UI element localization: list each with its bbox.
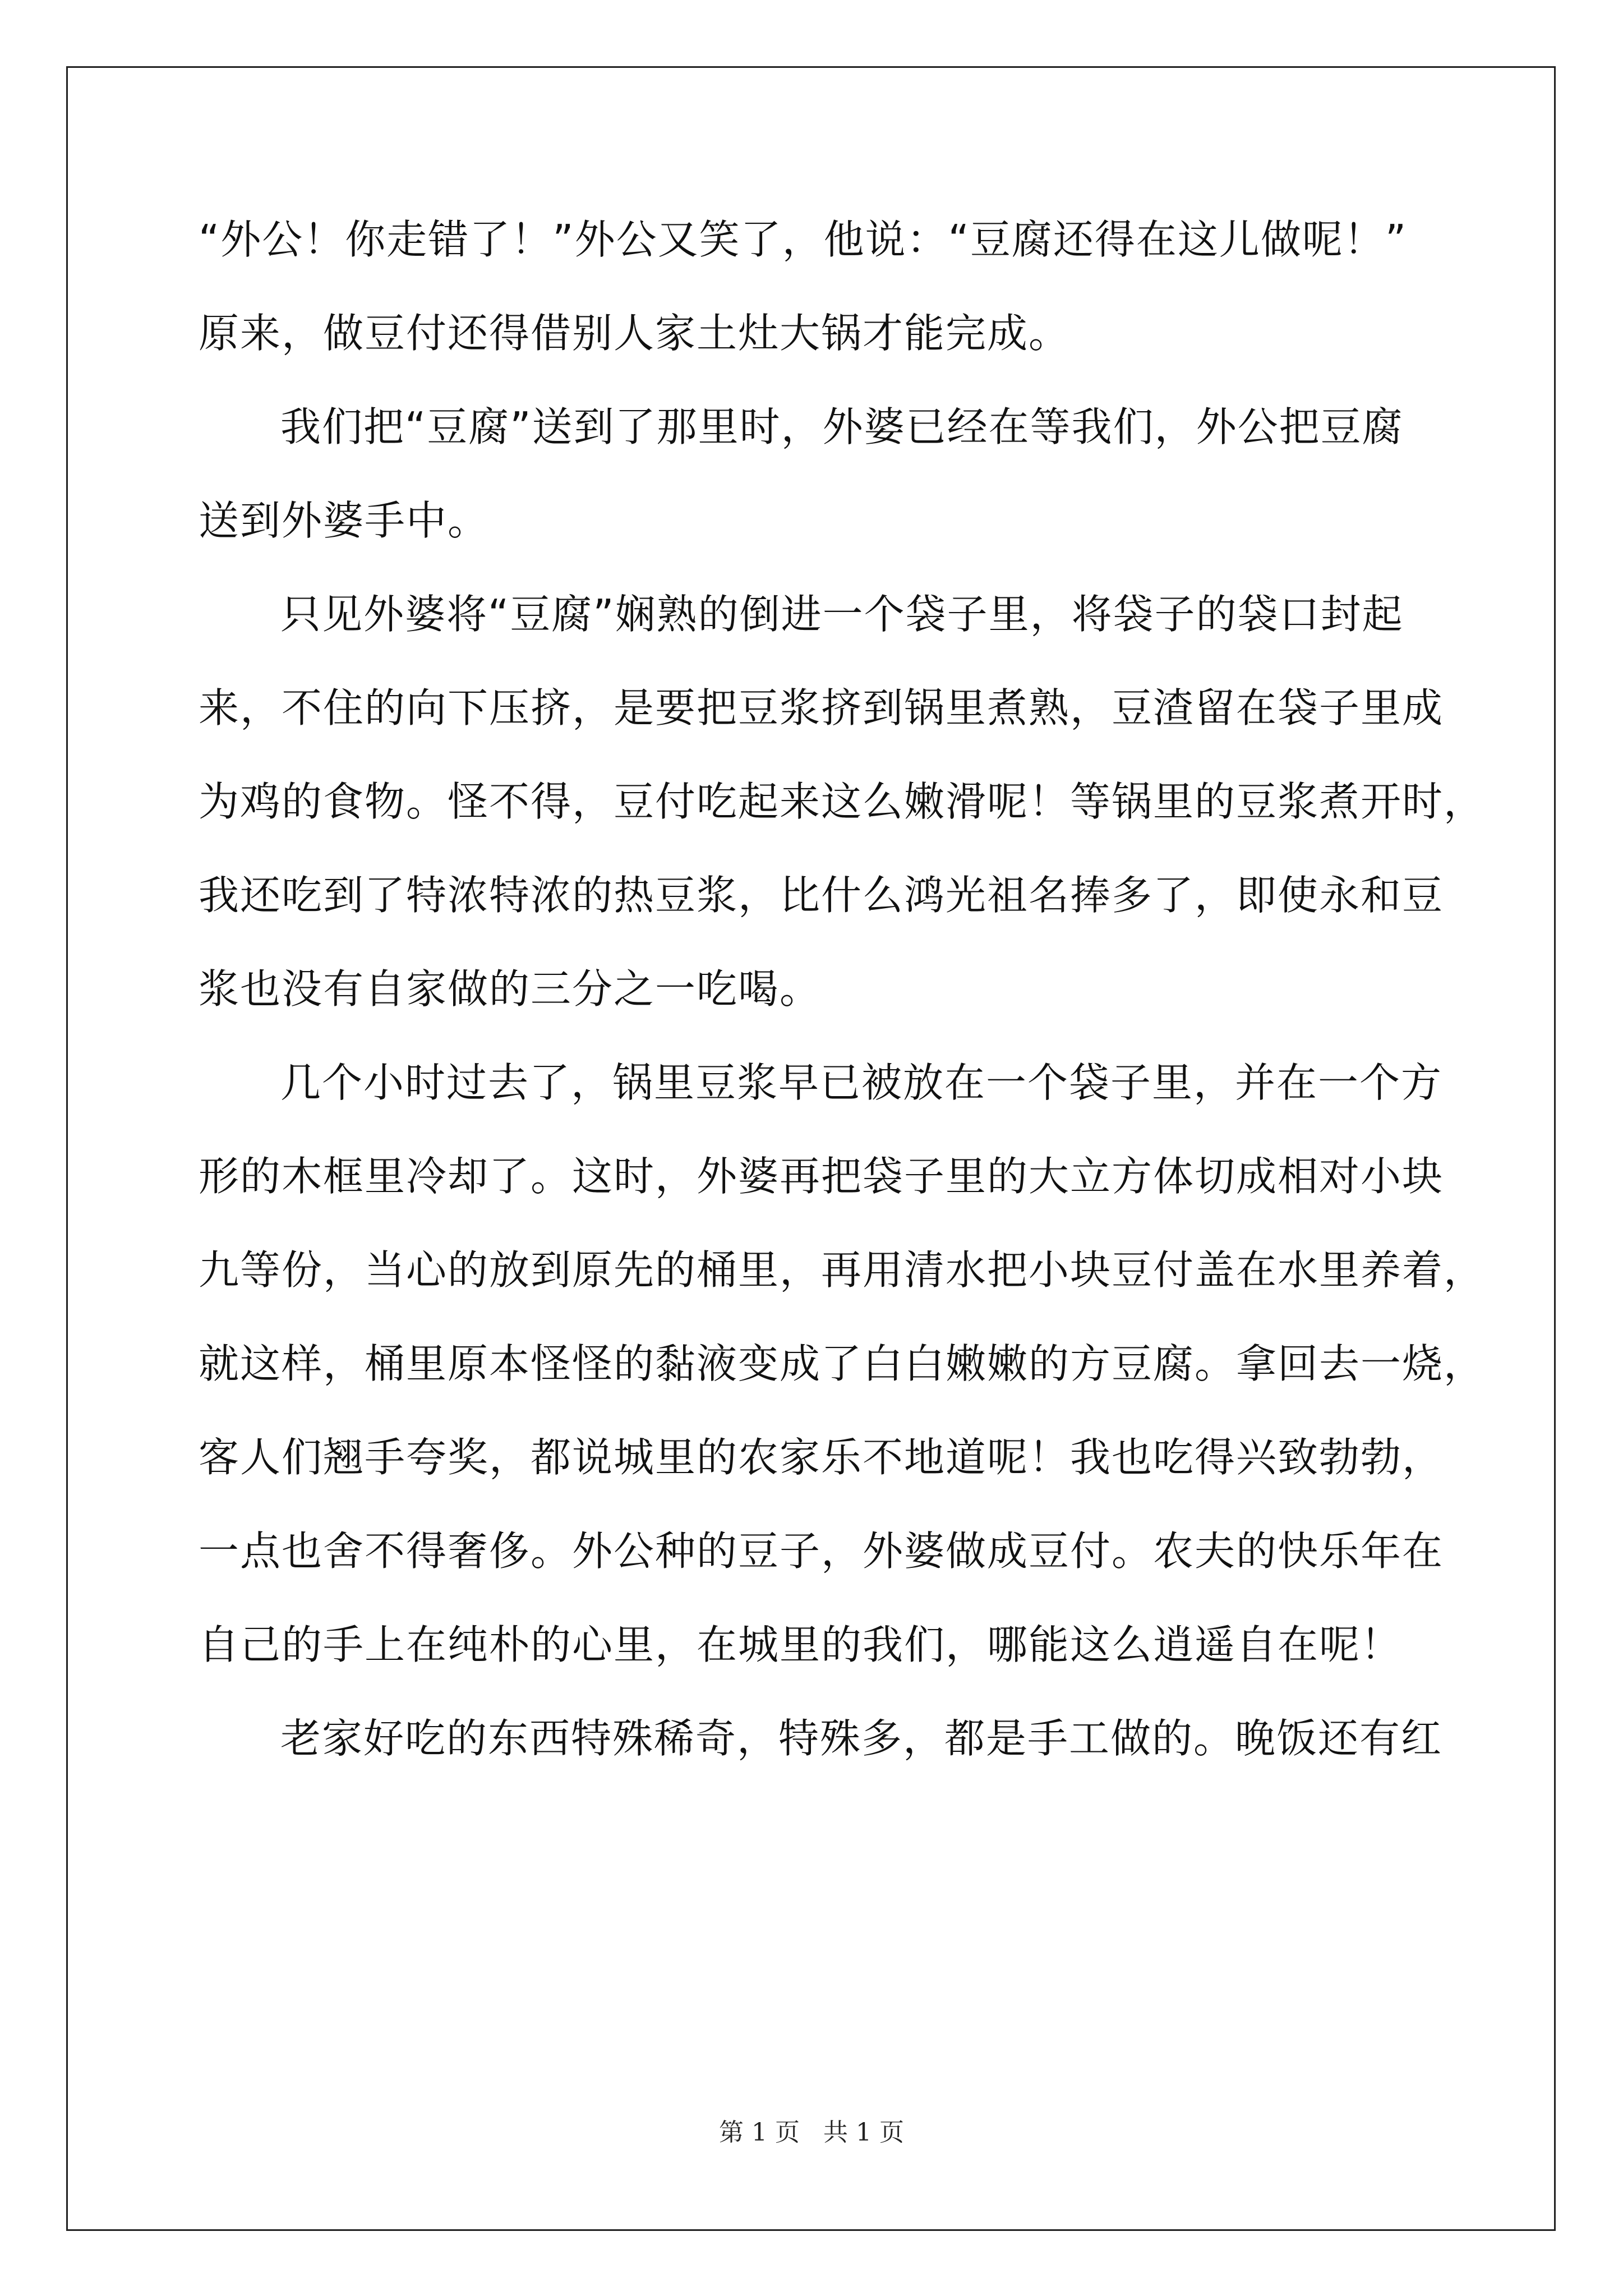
text-line: 几个小时过去了，锅里豆浆早已被放在一个袋子里，并在一个方	[280, 1059, 1443, 1106]
text-line: 我还吃到了特浓特浓的热豆浆，比什么鸿光祖名捧多了，即使永和豆	[199, 872, 1444, 919]
text-line: 原来，做豆付还得借别人家土灶大锅才能完成。	[199, 310, 1071, 357]
document-body	[199, 193, 1486, 1786]
text-line: 只见外婆将“豆腐”娴熟的倒进一个袋子里，将袋子的袋口封起	[280, 591, 1404, 638]
text-line: 就这样，桶里原本怪怪的黏液变成了白白嫩嫩的方豆腐。拿回去一烧，	[199, 1340, 1486, 1387]
page-footer: 第 1 页 共 1 页	[719, 2118, 904, 2147]
text-line: 九等份，当心的放到原先的桶里，再用清水把小块豆付盖在水里养着，	[199, 1246, 1486, 1294]
text-line: 来，不住的向下压挤，是要把豆浆挤到锅里煮熟，豆渣留在袋子里成	[199, 684, 1444, 731]
text-line: 我们把“豆腐”送到了那里时，外婆已经在等我们，外公把豆腐	[280, 403, 1404, 450]
paragraph	[199, 193, 1432, 380]
text-line: 浆也没有自家做的三分之一吃喝。	[199, 965, 822, 1013]
text-line: 为鸡的食物。怪不得，豆付吃起来这么嫩滑呢！等锅里的豆浆煮开时，	[199, 778, 1486, 825]
paragraph	[199, 380, 1432, 568]
text-line: 老家好吃的东西特殊稀奇，特殊多，都是手工做的。晚饭还有红	[280, 1715, 1443, 1762]
paragraph	[199, 1692, 1443, 1786]
text-line: “外公！你走错了！”外公又笑了，他说：“豆腐还得在这儿做呢！”	[199, 216, 1408, 263]
text-line: 送到外婆手中。	[199, 497, 490, 544]
text-line: 一点也舍不得奢侈。外公种的豆子，外婆做成豆付。农夫的快乐年在	[199, 1527, 1444, 1575]
paragraph	[199, 568, 1486, 1036]
text-line: 自己的手上在纯朴的心里，在城里的我们，哪能这么逍遥自在呢！	[199, 1621, 1403, 1668]
text-line: 形的木框里冷却了。这时，外婆再把袋子里的大立方体切成相对小块	[199, 1153, 1444, 1200]
text-line: 客人们翘手夸奖，都说城里的农家乐不地道呢！我也吃得兴致勃勃，	[199, 1434, 1444, 1481]
paragraph	[199, 1036, 1486, 1692]
